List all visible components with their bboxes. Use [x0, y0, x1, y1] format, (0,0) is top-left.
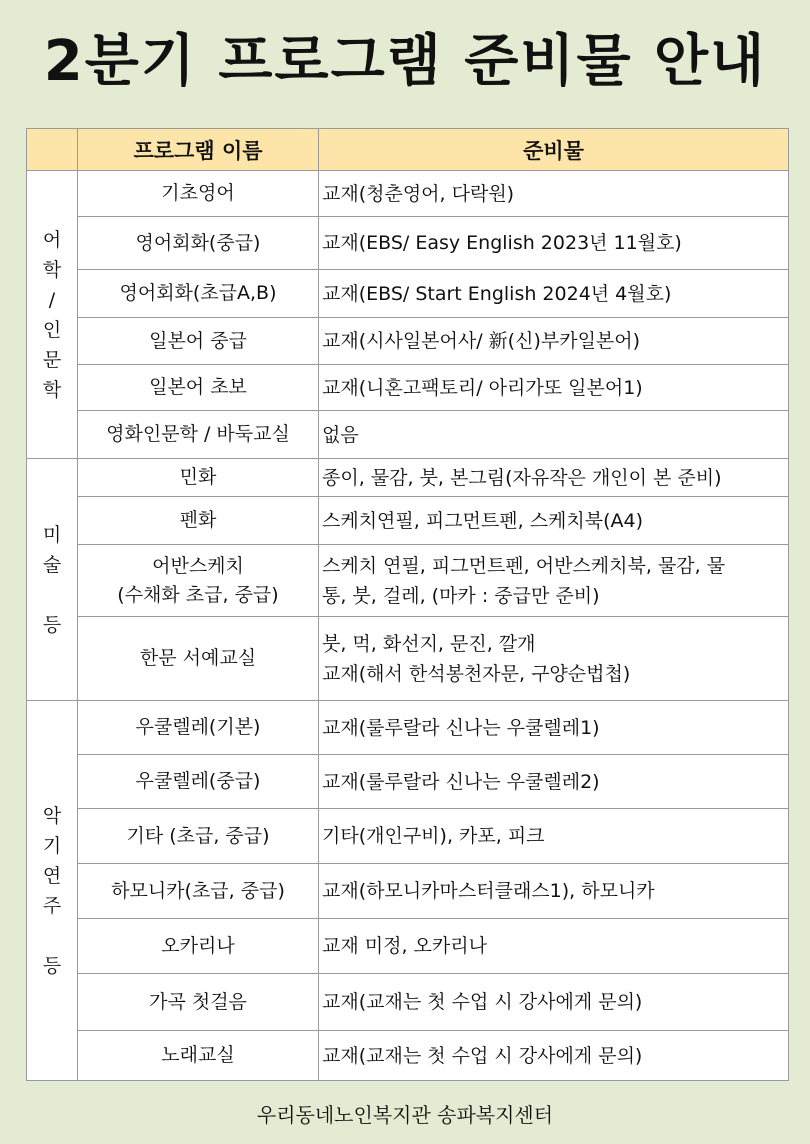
- program-table: [26, 128, 789, 1081]
- category-char: 연: [42, 864, 62, 887]
- category-char: 인: [42, 318, 62, 341]
- program-name: 한문 서예교실: [139, 647, 257, 669]
- supplies-cell: [319, 270, 789, 318]
- table-row: [27, 497, 789, 545]
- category-char: 기: [42, 834, 62, 857]
- table-row: [27, 270, 789, 318]
- program-name: 노래교실: [161, 1044, 235, 1066]
- table-row: [27, 171, 789, 217]
- program-name-cell: [78, 974, 319, 1031]
- supplies-text: 종이, 물감, 붓, 본그림(자유작은 개인이 본 준비): [322, 466, 722, 489]
- category-char: 학: [42, 258, 62, 281]
- supplies-text: 교재(교재는 첫 수업 시 강사에게 문의): [322, 1044, 643, 1067]
- program-name-cell: [78, 365, 319, 411]
- category-char: 학: [42, 378, 62, 401]
- header-program-name: 프로그램 이름: [78, 129, 319, 171]
- program-name-cell: [78, 171, 319, 217]
- header-category: [27, 129, 78, 171]
- program-name: 어반스케치: [152, 554, 244, 577]
- supplies-cell: [319, 545, 789, 617]
- supplies-cell: [319, 411, 789, 459]
- supplies-cell: [319, 701, 789, 755]
- program-name: 민화: [179, 466, 217, 488]
- supplies-text: 교재 미정, 오카리나: [322, 935, 487, 957]
- table-row: [27, 974, 789, 1031]
- program-name-cell: [78, 701, 319, 755]
- program-name: 영어회화(초급A,B): [119, 282, 277, 304]
- table-row: [27, 701, 789, 755]
- program-name-cell: [78, 755, 319, 809]
- program-name: (수채화 초급, 중급): [117, 583, 279, 606]
- supplies-text: 없음: [322, 423, 359, 446]
- category-char: 주: [42, 894, 62, 917]
- program-name-cell: [78, 217, 319, 270]
- supplies-text: 기타(개인구비), 카포, 피크: [322, 825, 545, 847]
- supplies-cell: [319, 864, 789, 919]
- supplies-cell: [319, 497, 789, 545]
- supplies-text: 교재(청춘영어, 다락원): [322, 182, 515, 205]
- category-cell: [27, 701, 78, 1081]
- program-name: 우쿨렐레(중급): [135, 770, 261, 792]
- category-cell: [27, 171, 78, 459]
- category-char: 악: [42, 804, 62, 827]
- category-char: [27, 921, 77, 951]
- supplies-text: 교재(시사일본어사/ 新(신)부카일본어): [322, 330, 641, 352]
- supplies-text: 붓, 먹, 화선지, 문진, 깔개: [322, 632, 536, 655]
- program-name-cell: [78, 864, 319, 919]
- category-char: /: [48, 288, 56, 311]
- program-name-cell: [78, 809, 319, 864]
- program-name-cell: [78, 497, 319, 545]
- table-row: [27, 365, 789, 411]
- supplies-text: 교재(EBS/ Easy English 2023년 11월호): [322, 232, 682, 254]
- supplies-text: 교재(교재는 첫 수업 시 강사에게 문의): [322, 991, 643, 1013]
- table-row: [27, 809, 789, 864]
- category-cell: [27, 459, 78, 701]
- program-name-cell: [78, 270, 319, 318]
- program-name: 영어회화(중급): [135, 231, 261, 254]
- category-char: 문: [42, 348, 62, 371]
- supplies-cell: [319, 318, 789, 365]
- program-name-cell: [78, 919, 319, 974]
- program-name-cell: [78, 1031, 319, 1081]
- category-char: [27, 580, 77, 610]
- table-body: [27, 171, 789, 1081]
- category-char: 등: [42, 954, 62, 977]
- category-char: 술: [42, 553, 62, 576]
- table-row: [27, 864, 789, 919]
- supplies-text: 스케치 연필, 피그먼트펜, 어반스케치북, 물감, 물: [322, 554, 726, 577]
- table-row: [27, 919, 789, 974]
- program-name: 일본어 초보: [149, 376, 247, 398]
- table-header-row: [27, 129, 789, 171]
- supplies-cell: [319, 617, 789, 701]
- program-name-cell: [78, 318, 319, 365]
- supplies-text: 교재(해서 한석봉천자문, 구양순법첩): [322, 662, 631, 685]
- table-row: [27, 318, 789, 365]
- program-name: 오카리나: [161, 934, 235, 957]
- supplies-cell: [319, 974, 789, 1031]
- table-row: [27, 1031, 789, 1081]
- program-name: 가곡 첫걸음: [149, 990, 247, 1013]
- category-char: 미: [42, 523, 62, 546]
- category-char: 등: [42, 613, 62, 636]
- supplies-text: 교재(하모니카마스터클래스1), 하모니카: [322, 880, 655, 902]
- table-row: [27, 459, 789, 497]
- program-name: 기초영어: [161, 182, 235, 204]
- supplies-text: 교재(룰루랄라 신나는 우쿨렐레1): [322, 716, 600, 739]
- program-name-cell: [78, 459, 319, 497]
- supplies-cell: [319, 1031, 789, 1081]
- program-name: 우쿨렐레(기본): [135, 716, 261, 738]
- footer-organization: 우리동네노인복지관 송파복지센터: [256, 1103, 554, 1127]
- table-row: [27, 617, 789, 701]
- program-name: 영화인문학 / 바둑교실: [106, 423, 290, 445]
- supplies-text: 스케치연필, 피그먼트펜, 스케치북(A4): [322, 509, 644, 532]
- program-name: 펜화: [179, 509, 217, 531]
- table-row: [27, 545, 789, 617]
- table-row: [27, 755, 789, 809]
- supplies-cell: [319, 919, 789, 974]
- supplies-text: 교재(룰루랄라 신나는 우쿨렐레2): [322, 770, 600, 793]
- supplies-cell: [319, 809, 789, 864]
- supplies-cell: [319, 217, 789, 270]
- supplies-text: 교재(EBS/ Start English 2024년 4월호): [322, 282, 672, 305]
- header-supplies: 준비물: [319, 129, 789, 171]
- table-row: [27, 411, 789, 459]
- supplies-cell: [319, 459, 789, 497]
- supplies-cell: [319, 171, 789, 217]
- program-name: 일본어 중급: [149, 329, 247, 352]
- supplies-text: 교재(니혼고팩토리/ 아리가또 일본어1): [322, 376, 643, 399]
- program-name-cell: [78, 411, 319, 459]
- program-name-cell: [78, 545, 319, 617]
- category-char: 어: [42, 228, 62, 251]
- program-name: 하모니카(초급, 중급): [111, 879, 285, 902]
- page-title: 2분기 프로그램 준비물 안내: [43, 29, 767, 94]
- supplies-cell: [319, 365, 789, 411]
- table-row: [27, 217, 789, 270]
- program-name-cell: [78, 617, 319, 701]
- supplies-cell: [319, 755, 789, 809]
- supplies-text: 통, 붓, 걸레, (마카 : 중급만 준비): [322, 584, 600, 607]
- program-name: 기타 (초급, 중급): [126, 824, 270, 847]
